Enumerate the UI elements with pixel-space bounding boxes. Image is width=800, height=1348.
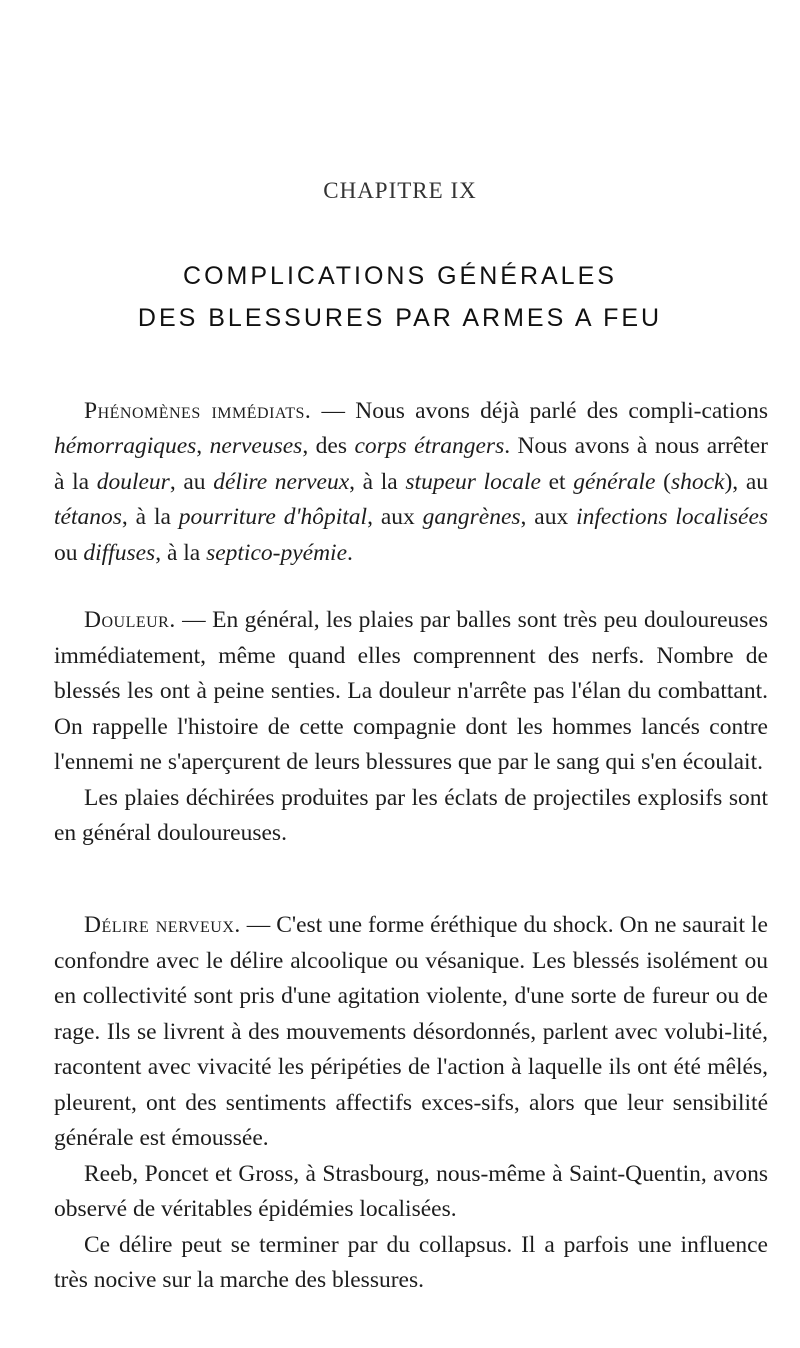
emphasis: nerveuses bbox=[209, 433, 303, 459]
text-run: . bbox=[347, 539, 353, 566]
text-run: , au bbox=[169, 468, 214, 495]
paragraph-delire-nerveux bbox=[54, 908, 768, 1299]
emphasis: corps étrangers bbox=[354, 433, 505, 459]
emphasis: stupeur locale bbox=[405, 468, 541, 495]
emphasis: diffuses bbox=[83, 539, 156, 566]
text-run: , à la bbox=[121, 504, 179, 530]
paragraph-immediate-phenomena bbox=[54, 394, 768, 572]
text-run: . Nous avons à nous arrêter à la bbox=[54, 433, 768, 495]
emphasis: tétanos bbox=[54, 504, 122, 530]
chapter-heading: CHAPITRE IX bbox=[323, 178, 477, 203]
section-heading: Délire nerveux. bbox=[84, 912, 241, 938]
text-run: ), au bbox=[724, 468, 769, 495]
title-line-1: COMPLICATIONS GÉNÉRALES bbox=[183, 262, 617, 290]
paragraph-text: Les plaies déchirées produites par les éclats de projectiles explosifs sont en général douloureuses. bbox=[54, 784, 768, 846]
text-run: — C'est une forme éréthique du shock. On ne saurait le confondre avec le délire alcoolique ou vésanique. Les blessés isolément ou en collectivité sont pris d'une agitation violente, d'une sorte de fureur ou de rage. Ils se livrent à des mouvements désordonnés, parlent avec volubi-lité, racontent avec vivacité les péripéties de l'action à laquelle ils ont été mêlés, pleurent, ont des sentiments affectifs exces-sifs, alors que leur sensibilité générale est émoussée. bbox=[54, 912, 768, 1151]
emphasis: douleur bbox=[96, 468, 170, 495]
emphasis: hémorragiques bbox=[54, 433, 197, 459]
emphasis: septico-pyémie bbox=[206, 539, 348, 566]
text-run: et bbox=[540, 468, 574, 495]
paragraph-text bbox=[54, 908, 768, 1157]
text-run: — En général, les plaies par balles sont très peu douloureuses immédiatement, même quand elles comprennent des nerfs. Nombre de blessés les ont à peine senties. La douleur n'arrête pas l'élan du combattant. On rappelle l'histoire de cette compagnie dont les hommes lancés contre l'ennemi ne s'aperçurent de leurs blessures que par le sang qui s'en écoulait. bbox=[54, 607, 768, 775]
paragraph-douleur bbox=[54, 603, 768, 852]
emphasis: gangrènes bbox=[422, 504, 521, 530]
text-run: ou bbox=[54, 539, 84, 566]
emphasis: infections localisées bbox=[576, 504, 769, 530]
emphasis: délire nerveux bbox=[213, 468, 350, 495]
text-run: , aux bbox=[520, 504, 577, 530]
paragraph-text bbox=[54, 603, 768, 781]
emphasis: shock bbox=[670, 468, 725, 495]
emphasis: pourriture d'hôpital bbox=[178, 504, 368, 530]
text-run: , à la bbox=[349, 468, 406, 495]
section-heading: Douleur. bbox=[84, 607, 176, 633]
text-run: ( bbox=[655, 468, 671, 495]
text-run: — Nous avons déjà parlé des compli-cations bbox=[311, 397, 769, 424]
text-run: , aux bbox=[367, 504, 423, 530]
title-line-2: DES BLESSURES PAR ARMES A FEU bbox=[137, 304, 663, 332]
chapter-title bbox=[0, 255, 800, 339]
text-run: , à la bbox=[155, 539, 207, 566]
text-run: , des bbox=[302, 433, 355, 459]
paragraph-text: Reeb, Poncet et Gross, à Strasbourg, nous-même à Saint-Quentin, avons observé de véritables épidémies localisées. bbox=[54, 1160, 768, 1222]
section-heading: Phénomènes immédiats. bbox=[84, 397, 312, 424]
text-run: , bbox=[196, 433, 210, 459]
emphasis: générale bbox=[573, 468, 656, 495]
paragraph-text: Ce délire peut se terminer par du collapsus. Il a parfois une influence très nocive sur la marche des blessures. bbox=[54, 1231, 768, 1293]
